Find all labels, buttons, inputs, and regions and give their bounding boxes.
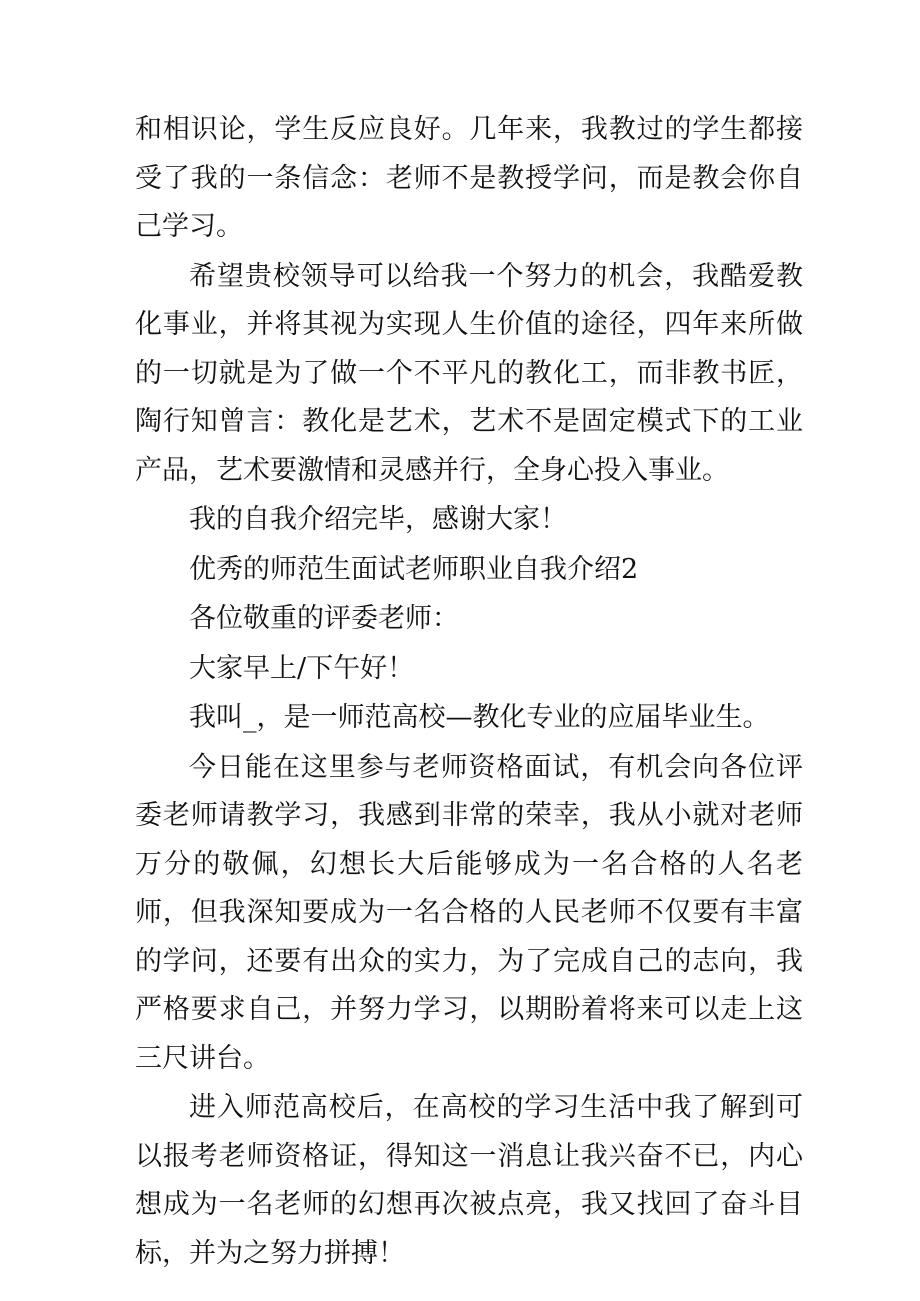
paragraph-closing: 我的自我介绍完毕，感谢大家！ xyxy=(189,504,567,535)
section-heading: 优秀的师范生面试老师职业自我介绍2 xyxy=(189,553,639,585)
paragraph-interview: 今日能在这里参与老师资格面试，有机会向各位评委老师请教学习，我感到非常的荣幸，我从小就对老师万分的敬佩，幻想长大后能够成为一名合格的人名老师，但我深知要成为一名合格的人民老师不仅要有丰富的学问，还要有出众的实力，为了完成自己的志向，我严格要求自己，并努力学习，以期盼着将来可以走上这三尺讲台。 xyxy=(135,751,803,1074)
paragraph-university: 进入师范高校后，在高校的学习生活中我了解到可以报考老师资格证，得知这一消息让我兴奋不已，内心想成为一名老师的幻想再次被点亮，我又找回了奋斗目标，并为之努力拼搏！ xyxy=(135,1092,803,1269)
paragraph-continuation: 和相识论，学生反应良好。几年来，我教过的学生都接受了我的一条信念：老师不是教授学问，而是教会你自己学习。 xyxy=(135,114,803,242)
document-body xyxy=(135,106,803,1278)
paragraph-aspiration: 希望贵校领导可以给我一个努力的机会，我酷爱教化事业，并将其视为实现人生价值的途径，四年来所做的一切就是为了做一个不平凡的教化工，而非教书匠，陶行知曾言：教化是艺术，艺术不是固定模式下的工业产品，艺术要激情和灵感并行，全身心投入事业。 xyxy=(135,260,803,486)
paragraph-greeting: 大家早上/下午好！ xyxy=(189,652,415,684)
paragraph-introduction: 我叫_，是一师范高校—教化专业的应届毕业生。 xyxy=(189,702,770,733)
paragraph-salutation: 各位敬重的评委老师： xyxy=(189,603,459,634)
